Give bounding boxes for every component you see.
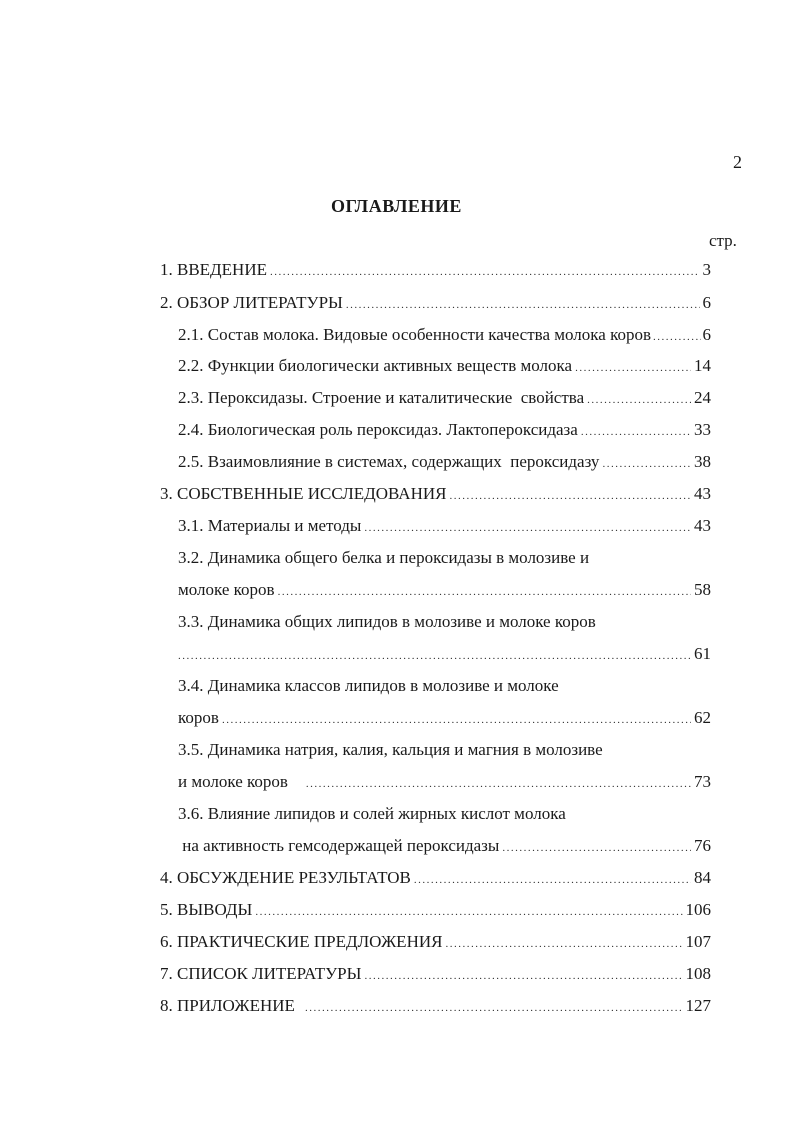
toc-entry-page: 106 [685, 900, 711, 919]
toc-entry-continuation [178, 579, 711, 603]
toc-entry [160, 483, 711, 507]
toc-entry [178, 419, 711, 443]
toc-entry-title: 2.5. Взаимовлияние в системах, содержащих пероксидазу [178, 452, 600, 471]
toc-entry-title: 8. ПРИЛОЖЕНИЕ [160, 996, 295, 1015]
toc-entry [178, 355, 711, 379]
toc-entry-title: 7. СПИСОК ЛИТЕРАТУРЫ [160, 964, 362, 983]
toc-entry [160, 899, 711, 923]
toc-entry [160, 931, 711, 955]
toc-entry [160, 867, 711, 891]
toc-entry-page: 73 [694, 772, 711, 791]
toc-entry-title-cont: коров [178, 708, 219, 727]
toc-entry-continuation [178, 643, 711, 667]
toc-entry-title: 2.2. Функции биологически активных веществ молока [178, 356, 573, 375]
toc-entry-page: 127 [685, 996, 711, 1015]
toc-entry-title: 4. ОБСУЖДЕНИЕ РЕЗУЛЬТАТОВ [160, 868, 411, 887]
toc-entry-page: 3 [702, 260, 711, 279]
toc-entry [178, 515, 711, 539]
toc-entry-title: 5. ВЫВОДЫ [160, 900, 253, 919]
toc-entry-page: 58 [694, 580, 711, 599]
toc-entry-page: 33 [694, 420, 711, 439]
toc-entry-page: 6 [702, 293, 711, 312]
toc-entry-title-cont: молоке коров [178, 580, 275, 599]
toc-entry-title: 3.5. Динамика натрия, калия, кальция и магния в молозиве [178, 740, 603, 759]
toc-entry-title: 3. СОБСТВЕННЫЕ ИССЛЕДОВАНИЯ [160, 484, 447, 503]
toc-entry-page: 38 [694, 452, 711, 471]
toc-entry-page: 108 [685, 964, 711, 983]
toc-entry-page: 43 [694, 516, 711, 535]
toc-entry-title: 2.3. Пероксидазы. Строение и каталитические свойства [178, 388, 585, 407]
toc-entry-title: 2.1. Состав молока. Видовые особенности качества молока коров [178, 325, 651, 344]
toc-entry [178, 387, 711, 411]
toc-entry-title: 3.2. Динамика общего белка и пероксидазы в молозиве и [178, 548, 590, 567]
toc-entry-title: 3.1. Материалы и методы [178, 516, 362, 535]
toc-entry-page: 84 [694, 868, 711, 887]
toc-entry-title: 6. ПРАКТИЧЕСКИЕ ПРЕДЛОЖЕНИЯ [160, 932, 443, 951]
toc-entry [160, 995, 711, 1019]
page-number: 2 [733, 152, 742, 172]
toc-entry-title: 2. ОБЗОР ЛИТЕРАТУРЫ [160, 293, 343, 312]
toc-entry-title: 3.6. Влияние липидов и солей жирных кислот молока [178, 804, 566, 823]
toc-entry-title: 3.3. Динамика общих липидов в молозиве и молоке коров [178, 612, 596, 631]
toc-entry [178, 451, 711, 475]
toc-entry-page: 24 [694, 388, 711, 407]
toc-entry-title: 1. ВВЕДЕНИЕ [160, 260, 267, 279]
toc-entry-page: 14 [694, 356, 711, 375]
toc-entry-page: 62 [694, 708, 711, 727]
toc-entry [178, 324, 711, 348]
toc-entry [160, 963, 711, 987]
toc-entry-continuation [178, 771, 711, 795]
toc-entry-title-cont: на активность гемсодержащей пероксидазы [178, 836, 500, 855]
toc-entry-title: 2.4. Биологическая роль пероксидаз. Лактопероксидаза [178, 420, 578, 439]
page-column-label: стр. [709, 231, 737, 250]
toc-entry-continuation [178, 707, 711, 731]
toc-entry-page: 61 [694, 644, 711, 663]
toc-entry-continuation [178, 835, 711, 859]
toc-entry [160, 292, 711, 316]
toc-entry-page: 107 [685, 932, 711, 951]
toc-entry [160, 259, 711, 283]
page-title: ОГЛАВЛЕНИЕ [331, 196, 462, 216]
toc-entry-title-cont: и молоке коров [178, 772, 288, 791]
toc-entry-page: 76 [694, 836, 711, 855]
toc-entry-title: 3.4. Динамика классов липидов в молозиве и молоке [178, 676, 559, 695]
toc-entry-page: 6 [702, 325, 711, 344]
toc-entry-page: 43 [694, 484, 711, 503]
